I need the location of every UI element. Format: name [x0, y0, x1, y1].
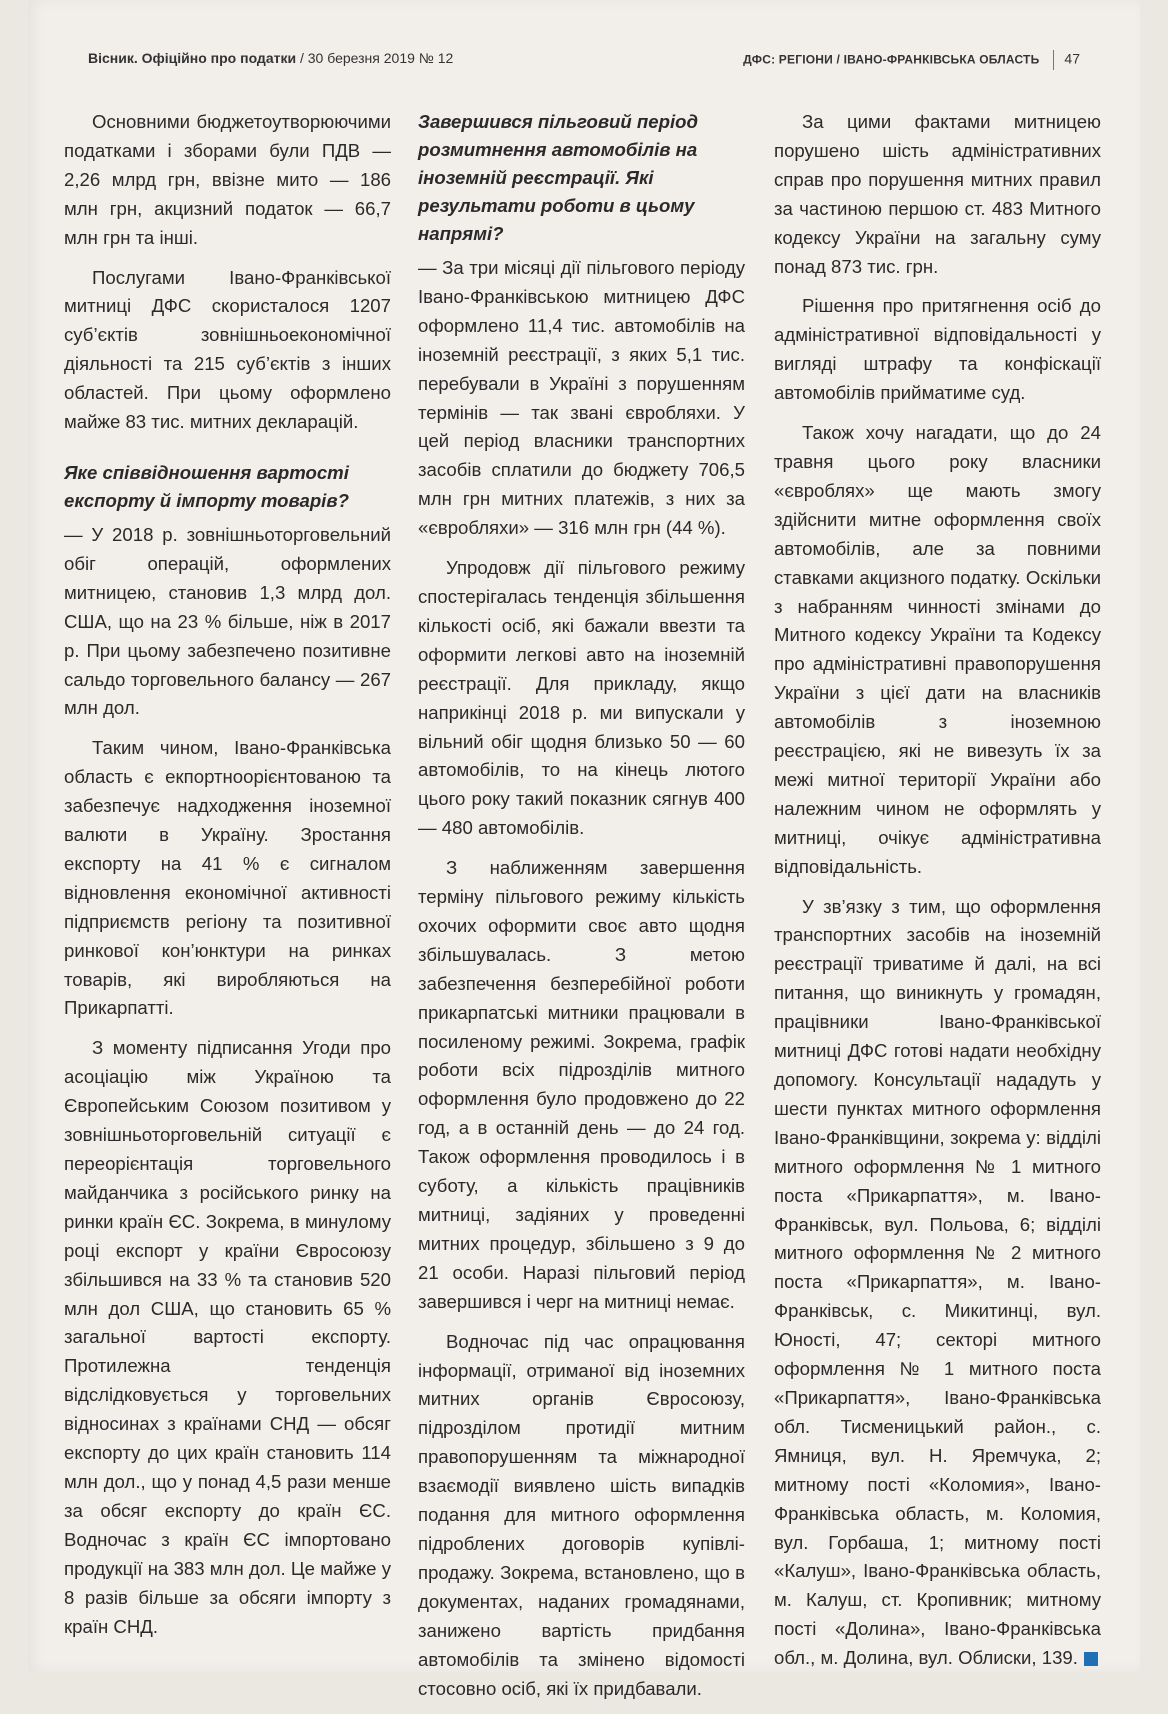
column-3: [774, 108, 1101, 1684]
paragraph: Водночас під час опрацювання інформації, отриманої від іноземних митних органів Євросоюзу, підрозділом протидії митним правопорушенням та міжнародної взаємодії виявлено шість випадків подання для митного оформлення підроблених договорів купівлі-продажу. Зокрема, встановлено, що в документах, наданих громадянами, занижено вартість придбання автомобілів та змінено відомості стосовно осіб, які їх придбавали.: [418, 1330, 745, 1699]
running-header: [88, 46, 1080, 70]
paragraph: — У 2018 р. зовнішньоторговельний обіг операцій, оформлених митницею, становив 1,3 млрд дол. США, що на 23 % більше, ніж в 2017 р. При цьому забезпечено позитивне сальдо торговельного балансу — 267 млн дол.: [64, 523, 391, 719]
paragraph: Також хочу нагадати, що до 24 травня цього року власники «євроблях» ще мають змогу здійснити митне оформлення своїх автомобілів, але за повними ставками акцизного податку. Оскільки з набранням чинності змінами до Митного кодексу України та Кодексу про адміністративні правопорушення України з цієї дати на власників автомобілів з іноземною реєстрацією, які не вивезуть їх за межі митної території України або належним чином не оформлять у митниці, очікує адміністративна відповідальність.: [774, 422, 1101, 877]
page-number: 47: [1064, 50, 1080, 67]
paragraph: Таким чином, Івано-Франківська область є екпортноорієнтованою та забезпечує надходження іноземної валюти в Україну. Зростання експорту на 41 % є сигналом відновлення економічної активності підприємств регіону та позитивної ринкової кон’юнктури на ринках товарів, які виробляються на Прикарпатті.: [64, 737, 391, 1019]
section-title: ДФС: РЕГІОНИ / ІВАНО-ФРАНКІВСЬКА ОБЛАСТЬ: [743, 52, 1040, 67]
column-2: [418, 108, 745, 1714]
issue-date: / 30 березня 2019 № 12: [296, 50, 454, 66]
section-info: [743, 50, 1080, 70]
header-divider: [1053, 50, 1054, 70]
end-of-article-marker: [1084, 1652, 1098, 1666]
paragraph: З моменту підписання Угоди про асоціацію між Україною та Європейським Союзом позитивом у зовнішньоторговельній ситуації є переорієнтація торговельного майданчика з російського ринку на ринки країн ЄС. Зокрема, в минулому році експорт у країни Євросоюзу збільшився на 33 % та становив 520 млн дол США, що становить 65 % загальної вартості експорту. Протилежна тенденція відслідковується у торговельних відносинах з країнами СНД — обсяг експорту до цих країн становить 114 млн дол., що у понад 4,5 рази менше за обсяг експорту до країн ЄС. Водночас з країн ЄС імпортовано продукції на 383 млн дол. Це майже у 8 разів більше за обсяги імпорту з країн СНД.: [64, 1037, 391, 1637]
paragraph-final: [774, 893, 1101, 1673]
publication-title: Вісник. Офіційно про податки: [88, 50, 297, 66]
publication-info: [88, 50, 453, 66]
column-1: [64, 108, 391, 1652]
magazine-page: [28, 0, 1140, 1699]
interview-question: Яке співвідношення вартості експорту й імпорту товарів?: [64, 461, 349, 511]
paragraph: За цими фактами митницею порушено шість адміністративних справ про порушення митних правил за частиною першою ст. 483 Митного кодексу України на загальну суму понад 873 тис. грн.: [774, 111, 1101, 277]
paragraph: Упродовж дії пільгового режиму спостерігалась тенденція збільшення кількості осіб, які бажали ввезти та оформити легкові авто на іноземній реєстрації. Для прикладу, якщо наприкінці 2018 р. ми випускали у вільний обіг щодня близько 50 — 60 автомобілів, то на кінець лютого цього року такий показник сягнув 400 — 480 автомобілів.: [418, 557, 745, 839]
interview-question: Завершився пільговий період розмитнення автомобілів на іноземній реєстрації. Які результати роботи в цьому напрямі?: [418, 111, 699, 244]
paragraph-text: У зв’язку з тим, що оформлення транспортних засобів на іноземній реєстрації триватиме й далі, на всі питання, що виникнуть у громадян, працівники Івано-Франківської митниці ДФС готові надати необхідну допомогу. Консультації нададуть у шести пунктах митного оформлення Івано-Франківщини, зокрема у: відділі митного оформлення № 1 митного поста «Прикарпаття», м. Івано-Франківськ, вул. Польова, 6; відділі митного оформлення № 2 митного поста «Прикарпаття», м. Івано-Франківськ, с. Микитинці, вул. Юності, 47; секторі митного оформлення № 1 митного поста «Прикарпаття», Івано-Франківська обл. Тисменицький район., с. Ямниця, вул. Н. Яремчука, 2; митному пості «Коломия», Івано-Франківська область, м. Коломия, вул. Горбаша, 1; митному пості «Калуш», Івано-Франківська область, м. Калуш, ст. Кропивник; митному пості «Долина», Івано-Франківська обл., м. Долина, вул. Облиски, 139.: [774, 895, 1101, 1669]
paragraph: — За три місяці дії пільгового періоду Івано-Франківською митницею ДФС оформлено 11,4 тис. автомобілів на іноземній реєстрації, з яких 5,1 тис. перебували в Україні з порушенням термінів — так звані євробляхи. У цей період власники транспортних засобів сплатили до бюджету 706,5 млн грн митних платежів, з них за «євробляхи» — 316 млн грн (44 %).: [418, 257, 745, 539]
paragraph: Послугами Івано-Франківської митниці ДФС скористалося 1207 суб’єктів зовнішньоекономічної діяльності та 215 суб’єктів з інших областей. При цьому оформлено майже 83 тис. митних декларацій.: [64, 266, 391, 433]
paragraph: З наближенням завершення терміну пільгового режиму кількість охочих оформити своє авто щодня збільшувалась. З метою забезпечення безперебійної роботи прикарпатські митники працювали в посиленому режимі. Зокрема, графік роботи всіх підрозділів митного оформлення було продовжено до 22 год, а в останній день — до 24 год. Також оформлення проводилось і в суботу, а кількість працівників митниці, задіяних у проведенні митних процедур, збільшено з 9 до 21 особи. Наразі пільговий період завершився і черг на митниці немає.: [418, 857, 745, 1312]
paragraph: Рішення про притягнення осіб до адміністративної відповідальності у вигляді штрафу та конфіскації автомобілів прийматиме суд.: [774, 295, 1101, 404]
paragraph: Основними бюджетоутворюючими податками і зборами були ПДВ — 2,26 млрд грн, ввізне мито — 186 млн грн, акцизний податок — 66,7 млн грн та інші.: [64, 111, 391, 248]
